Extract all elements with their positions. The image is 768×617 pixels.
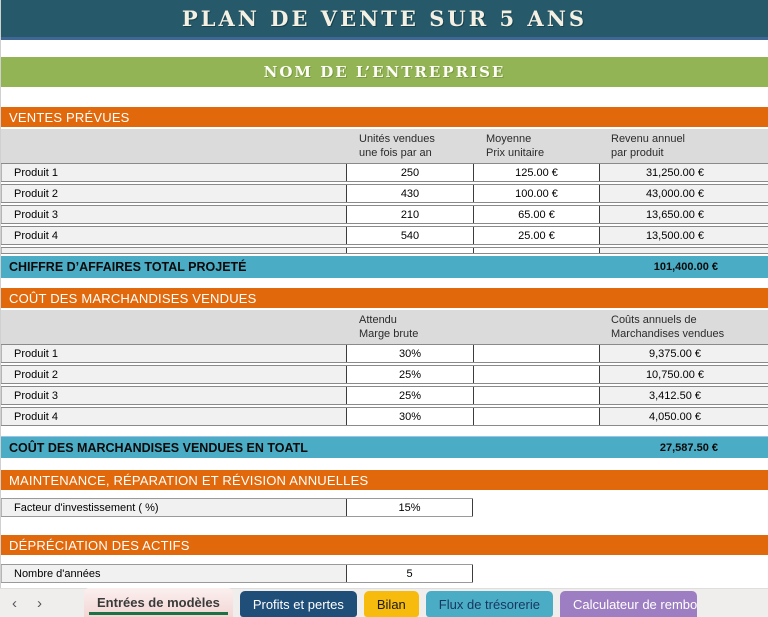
row-label: Produit 4 <box>1 408 346 425</box>
ventes-column-headers <box>1 129 768 163</box>
tab-profits-et-pertes[interactable] <box>240 591 357 617</box>
row-label: Produit 1 <box>1 345 346 362</box>
table-row-facteur-investissement <box>1 498 473 517</box>
col-header-marge-brute: Attendu Marge brute <box>359 314 419 341</box>
revenue-cell: 43,000.00 € <box>599 185 768 202</box>
margin-cell[interactable]: 30% <box>346 408 473 425</box>
tab-label: Bilan <box>376 596 406 612</box>
tab-label: Calculateur de rembo <box>572 596 698 612</box>
section-header-depreciation <box>1 535 768 555</box>
prev-sheet-icon[interactable]: ‹ <box>12 594 17 612</box>
tab-label: Flux de trésorerie <box>438 596 540 612</box>
units-cell[interactable]: 250 <box>346 164 473 181</box>
table-row-produit-1 <box>1 163 768 182</box>
empty-cell <box>473 387 599 404</box>
table-row-produit-1 <box>1 344 768 363</box>
section-title: MAINTENANCE, RÉPARATION ET RÉVISION ANNUELLES <box>9 472 369 488</box>
col-header-couts-annuels: Coûts annuels de Marchandises vendues <box>611 314 725 341</box>
revenue-cell: 13,650.00 € <box>599 206 768 223</box>
empty-cell <box>473 408 599 425</box>
empty-spacer-row <box>1 247 768 254</box>
table-row-produit-4 <box>1 226 768 245</box>
next-sheet-icon[interactable]: › <box>37 594 42 612</box>
row-label: Produit 2 <box>1 185 346 202</box>
total-label: CHIFFRE D’AFFAIRES TOTAL PROJETÉ <box>9 260 247 274</box>
empty-cell <box>473 345 599 362</box>
row-label: Produit 4 <box>1 227 346 244</box>
revenue-cell: 13,500.00 € <box>599 227 768 244</box>
tab-label: Entrées de modèles <box>97 595 220 610</box>
total-value: 101,400.00 € <box>653 261 718 273</box>
investment-factor-cell[interactable]: 15% <box>346 499 473 516</box>
col-header-prix-unitaire: Moyenne Prix unitaire <box>486 133 545 160</box>
col-header-revenu-annuel: Revenu annuel par produit <box>611 133 686 160</box>
section-title: VENTES PRÉVUES <box>9 109 130 125</box>
tab-label: Profits et pertes <box>252 596 344 612</box>
row-label: Produit 2 <box>1 366 346 383</box>
plan-title-bar <box>1 0 768 40</box>
annual-cost-cell: 3,412.50 € <box>599 387 768 404</box>
margin-cell[interactable]: 25% <box>346 387 473 404</box>
tab-calculateur-de-remboursement[interactable] <box>560 591 697 617</box>
price-cell[interactable]: 100.00 € <box>473 185 599 202</box>
total-bar-chiffre-affaires <box>1 256 768 278</box>
price-cell[interactable]: 25.00 € <box>473 227 599 244</box>
annual-cost-cell: 10,750.00 € <box>599 366 768 383</box>
margin-cell[interactable]: 25% <box>346 366 473 383</box>
page-title: PLAN DE VENTE SUR 5 ANS <box>181 6 588 31</box>
empty-cell <box>473 366 599 383</box>
row-label: Produit 3 <box>1 206 346 223</box>
years-cell[interactable]: 5 <box>346 565 473 582</box>
total-value: 27,587.50 € <box>659 441 718 454</box>
section-header-cout-marchandises <box>1 288 768 308</box>
row-label: Produit 3 <box>1 387 346 404</box>
table-row-nombre-annees <box>1 564 473 583</box>
total-label: COÛT DES MARCHANDISES VENDUES EN TOATL <box>9 440 308 455</box>
row-label: Facteur d'investissement ( %) <box>1 499 346 516</box>
sheet-tab-bar <box>0 588 768 617</box>
row-label: Produit 1 <box>1 164 346 181</box>
table-row-produit-3 <box>1 386 768 405</box>
annual-cost-cell: 9,375.00 € <box>599 345 768 362</box>
row-label: Nombre d'années <box>1 565 346 582</box>
section-title: COÛT DES MARCHANDISES VENDUES <box>9 290 257 306</box>
price-cell[interactable]: 65.00 € <box>473 206 599 223</box>
revenue-cell: 31,250.00 € <box>599 164 768 181</box>
price-cell[interactable]: 125.00 € <box>473 164 599 181</box>
active-tab-underline <box>89 612 228 615</box>
table-row-produit-4 <box>1 407 768 426</box>
company-name: NOM DE L’ENTREPRISE <box>263 63 506 81</box>
units-cell[interactable]: 210 <box>346 206 473 223</box>
annual-cost-cell: 4,050.00 € <box>599 408 768 425</box>
tab-entrees-de-modeles[interactable] <box>84 588 233 617</box>
units-cell[interactable]: 540 <box>346 227 473 244</box>
company-name-bar[interactable] <box>1 57 768 87</box>
col-header-unites: Unités vendues une fois par an <box>359 133 435 160</box>
section-title: DÉPRÉCIATION DES ACTIFS <box>9 537 190 553</box>
table-row-produit-2 <box>1 184 768 203</box>
table-row-produit-3 <box>1 205 768 224</box>
cout-column-headers <box>1 310 768 344</box>
margin-cell[interactable]: 30% <box>346 345 473 362</box>
section-header-maintenance <box>1 470 768 490</box>
tab-flux-de-tresorerie[interactable] <box>426 591 553 617</box>
sheet-navigation <box>12 596 42 611</box>
tab-bilan[interactable] <box>364 591 419 617</box>
section-header-ventes-prevues <box>1 107 768 127</box>
total-bar-cout-marchandises <box>1 436 768 458</box>
table-row-produit-2 <box>1 365 768 384</box>
units-cell[interactable]: 430 <box>346 185 473 202</box>
